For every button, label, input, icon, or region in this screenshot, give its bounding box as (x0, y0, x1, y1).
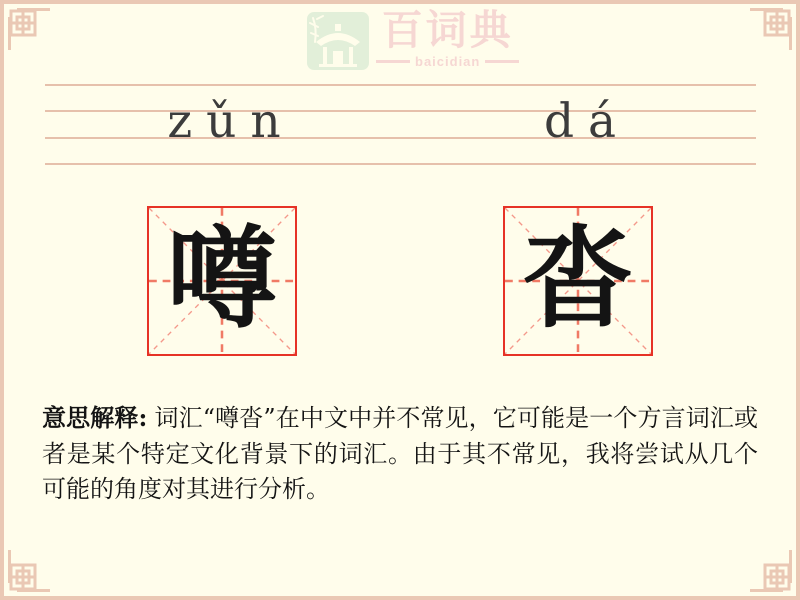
brand-logo (306, 8, 519, 71)
definition-paragraph (42, 400, 758, 508)
brand-text-block (376, 8, 519, 69)
brand-subtitle-row (376, 54, 519, 69)
seal-pavilion-icon (306, 11, 370, 71)
dash-left (376, 60, 410, 63)
brand-subtitle: baicidian (415, 54, 481, 69)
corner-ornament-icon (4, 550, 50, 596)
character-grid-box (147, 206, 297, 356)
pinyin-rule-line (45, 84, 756, 86)
pinyin-first: zǔn (167, 94, 295, 149)
corner-ornament-icon (750, 4, 796, 50)
definition-label: 意思解释: (42, 403, 148, 432)
pinyin-rule-line (45, 163, 756, 165)
corner-ornament-icon (4, 4, 50, 50)
character-first: 噂 (167, 214, 277, 343)
brand-name: 百词典 (381, 6, 514, 54)
dash-right (485, 60, 519, 63)
corner-ornament-icon (750, 550, 796, 596)
definition-body: 词汇“噂沓”在中文中并不常见，它可能是一个方言词汇或者是某个特定文化背景下的词汇。由于其不常见，我将尝试从几个可能的角度对其进行分析。 (42, 404, 758, 503)
character-second: 沓 (523, 214, 633, 343)
character-grid-box (503, 206, 653, 356)
pinyin-second: dá (543, 94, 631, 149)
